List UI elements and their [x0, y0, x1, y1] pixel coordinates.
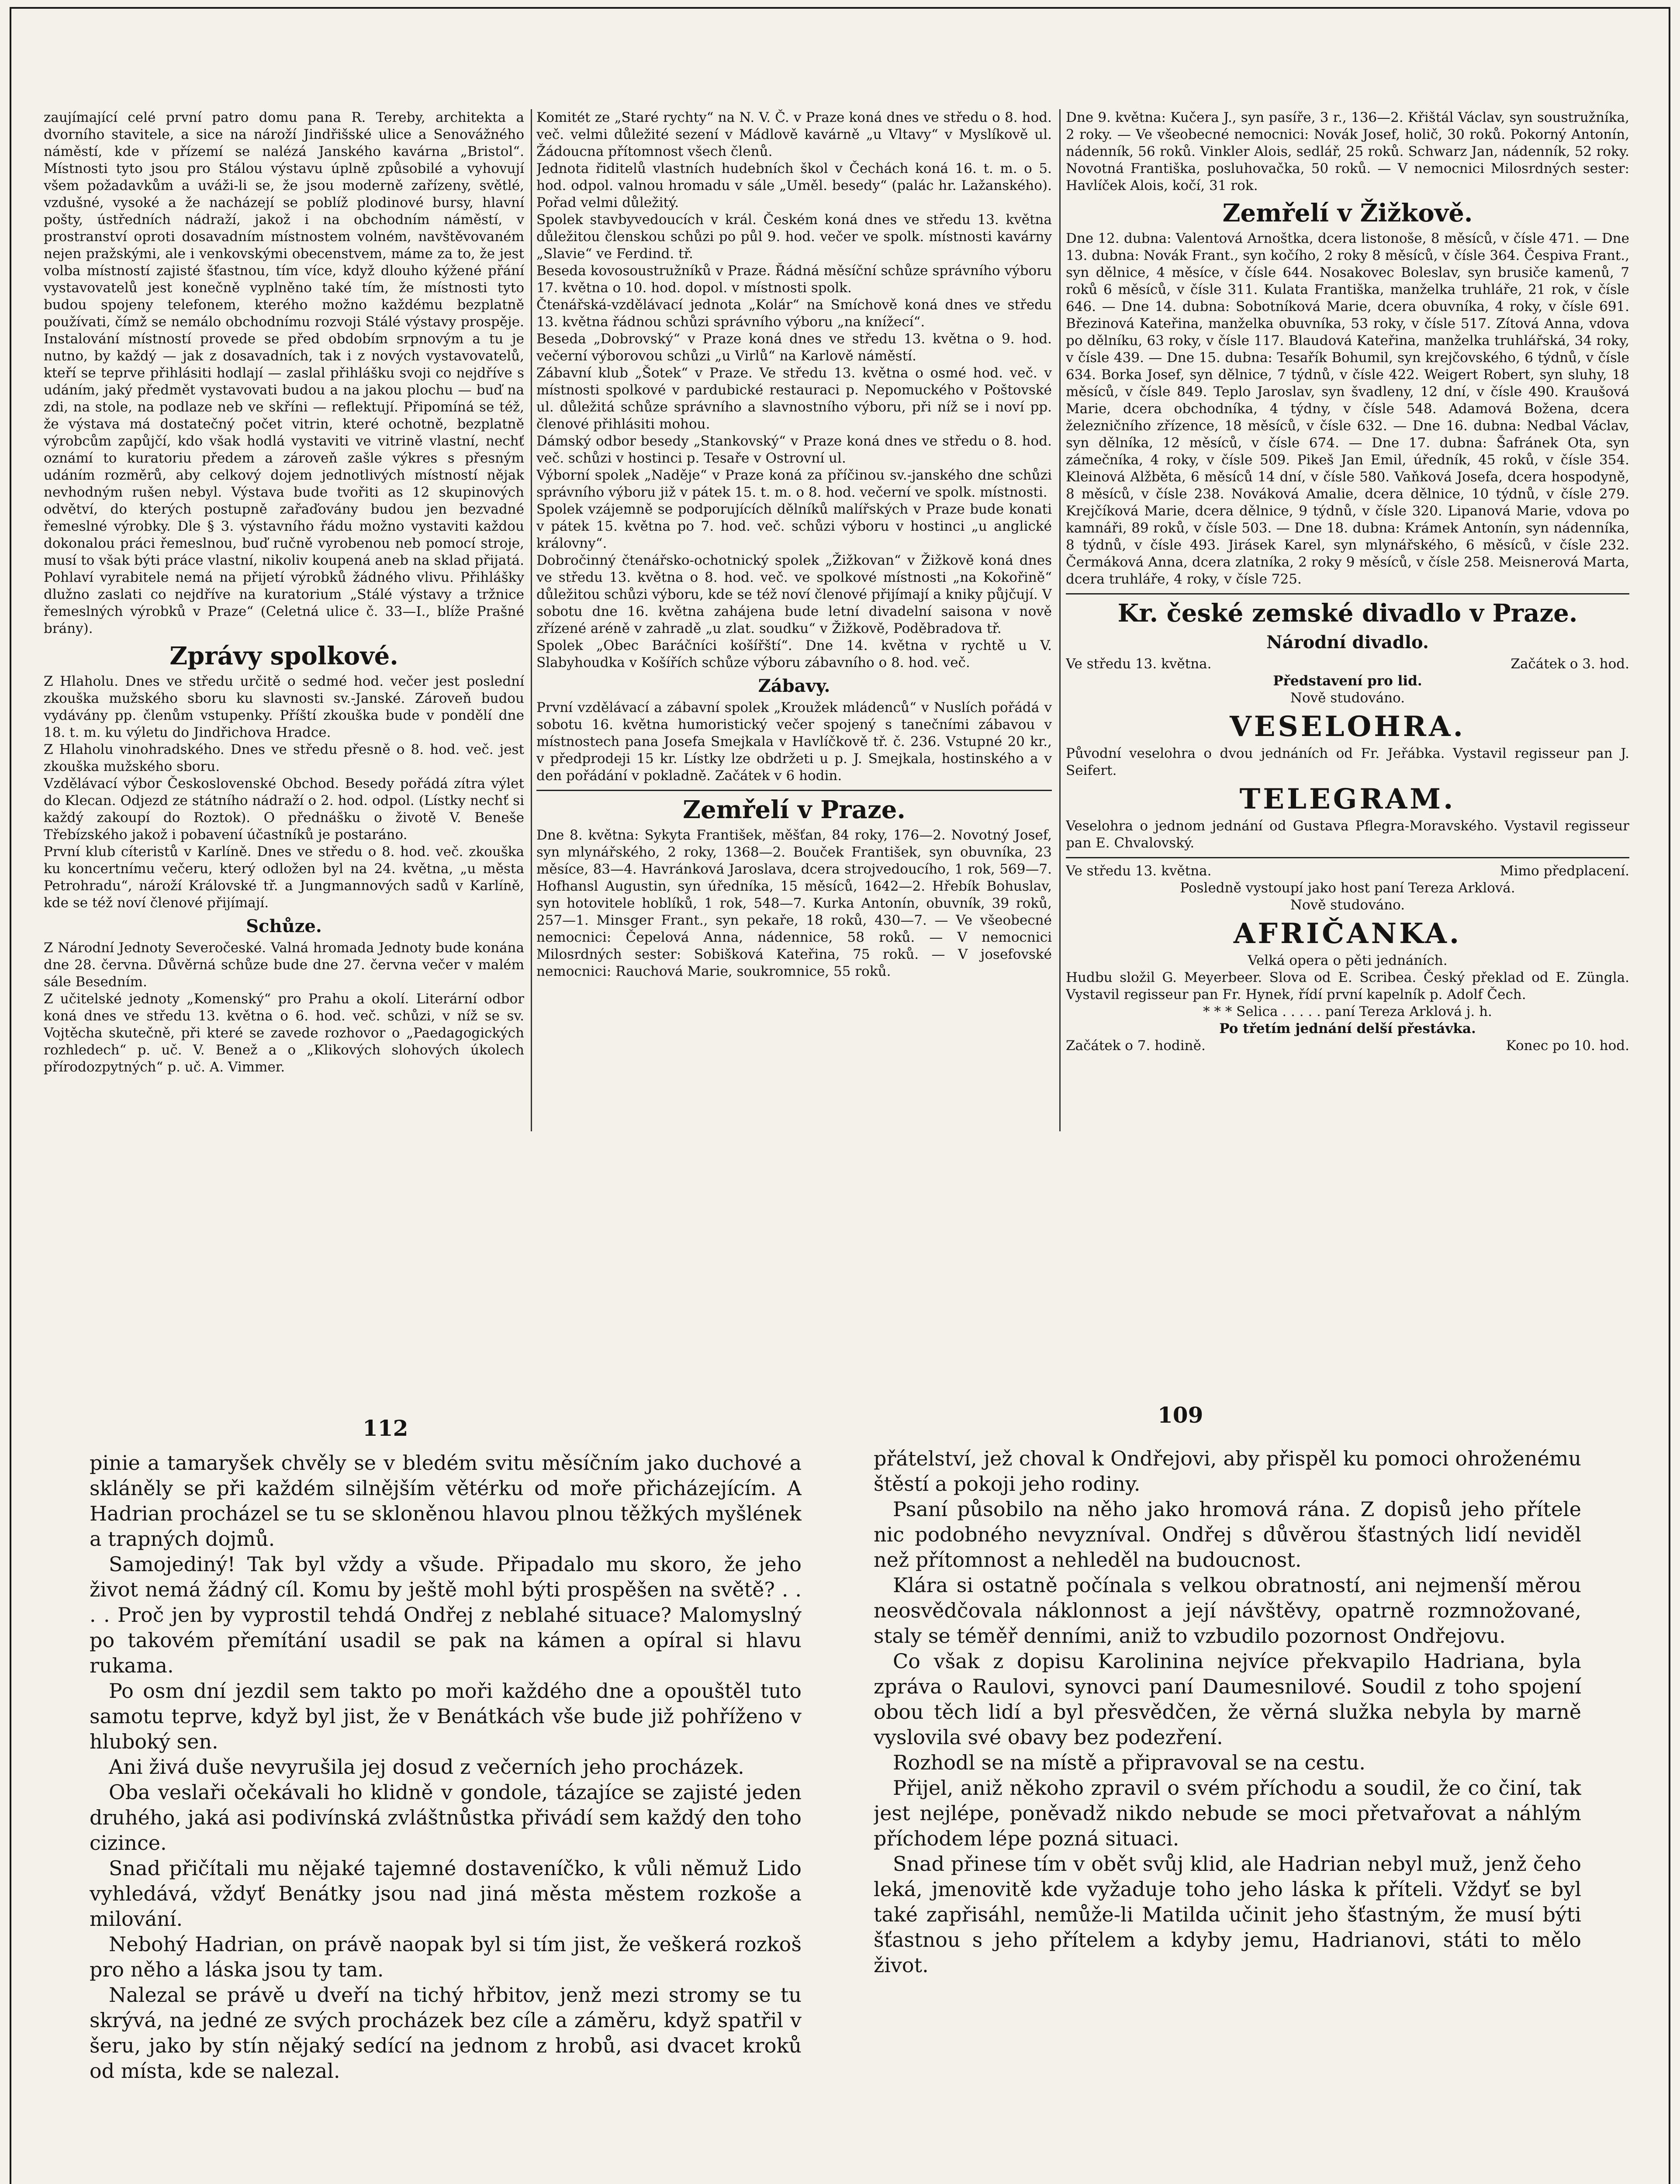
meeting-notice: Z učitelské jednoty „Komenský“ pro Prahu a okolí. Literární odbor koná dnes ve středu 13. května o 6. hod. več. schůzi, v níž se sv. Vojtěcha skutečně, při které se zavede rozhovor o „Paedagogických rozhledech“ p. uč. V. Benež a o „Klikových slohových úkolech přírodozpytných“ p. uč. A. Vimmer. [44, 991, 524, 1075]
novel-paragraph: Snad přinese tím v obět svůj klid, ale Hadrian nebyl muž, jenž čeho leká, jmenovitě kde vyžaduje toho jeho láska k příteli. Vždyť se byl také zapřisáhl, nemůže-li Matilda učinit jeho šťastným, že musí býti šťastnou s jeho přítelem a kdyby jemu, Hadrianovi, státi to mělo život. [874, 1852, 1581, 1977]
club-notice: Komitét ze „Staré rychty“ na N. V. Č. v Praze koná dnes ve středu o 8. hod. več. velmi důležité sezení v Mádlově kavárně „u Vltavy“ v Myslíkově ul. Žádoucna přítomnost všech členů. [536, 110, 1052, 159]
program-note: Představení pro lid. [1273, 673, 1422, 689]
play-description: Veselohra o jednom jednání od Gustava Pflegra-Moravského. Vystavil regisseur pan E. Chvalovský. [1066, 818, 1629, 851]
novel-paragraph: Nebohý Hadrian, on právě naopak byl si tím jist, že veškerá rozkoš pro něho a láska jsou ty tam. [90, 1932, 802, 1981]
program-date: Ve středu 13. května. [1066, 863, 1212, 879]
club-notice: Z Hlaholu. Dnes ve středu určitě o sedmé hod. večer jest poslední zkouška mužského sboru ku slavnosti sv.-Janské. Zároveň budou vydávány pp. členům vstupenky. Příští zkouška bude v pondělí dne 18. t. m. ku výletu do Jindřichova Hradce. [44, 674, 524, 740]
theatre-title: Kr. české zemské divadlo v Praze. [1117, 599, 1578, 628]
program-end: Konec po 10. hod. [1506, 1038, 1629, 1054]
club-notice: Beseda kovosoustružníků v Praze. Řádná měsíční schůze správního výboru 17. května o 10. hod. dopol. v místnosti spolk. [536, 263, 1052, 296]
novel-paragraph: Klára si ostatně počínala s velkou obratností, ani nejmenší měrou neosvědčovala náklonnost a její návštěvy, opatrně rozmnožované, staly se téměř denními, aniž to vzbudilo pozornost Ondřejovu. [874, 1573, 1581, 1648]
exhibition-article: zaujímající celé první patro domu pana R. Tereby, architekta a dvorního stavitele, a sice na nároží Jindřišské ulice a Senovážného náměstí, kde v přízemí se nalézá Janského kavárna „Bristol“. Místnosti tyto jsou pro Stálou výstavu úplně způsobilé a vyhovují všem požadavkům a uváži-li se, že jsou moderně zařízeny, světlé, vzdušné, vysoké a že nacházejí se poblíž plodinové bursy, hlavní pošty, ústředních nádraží, jakož i na obchodním náměstí, v prostranství oproti dosavadním místnostem volném, navštěvovaném nejen pražskými, ale i venkovskými obecenstvem, máme za to, že jest volba místností zajisté šťastnou, tím více, když dlouho kýžené přání vystavovatelů jest konečně vyplněno také tím, že místnosti tyto budou spojeny telefonem, kterého možno každému bezplatně používati, čímž se nemálo obchodnímu rozvoji Stálé výstavy prospěje. Instalování místností provede se před obdobím srpnovým a tu je nutno, by každý — jak z dosavadních, tak i z nových vystavovatelů, kteří se teprve přihlásiti hodlají — zaslal přihlášku svoji co nejdříve s udáním, jaký předmět vystavovati budou a na jakou plochu — buď na zdi, na stole, na podlaze neb ve skříni — reflektují. Připomíná se též, že výstava má dostatečný počet vitrin, které ochotně, bezplatně výrobcům zapůjčí, kdo však hodlá vystaviti ve vitrině vlastní, nechť oznámí to kuratoriu předem a zároveň zašle výkres s přesným udáním rozměrů, aby celkový dojem jednotlivých místností nějak nevhodným rušen nebyl. Výstava bude tvořiti as 12 skupinových odvětví, do kterých postupně zařaďovány budou jen bezvadné řemeslné výrobky. Dle § 3. výstavního řádu možno vystaviti každou dokonalou práci řemeslnou, buď ručně vyrobenou neb pomocí stroje, musí to však býti práce vlastní, nikoliv koupená aneb na sklad přijatá. Pohlaví vyrabitele nemá na přijetí výrobků žádného vlivu. Přihlášky dlužno zaslati co nejdříve na kuratorium „Stálé výstavy a tržnice řemeslných výrobků v Praze“ (Celetná ulice č. 33—I., blíže Prašné brány). [44, 110, 524, 636]
page-number-left: 112 [363, 1415, 408, 1441]
play-title: TELEGRAM. [1239, 783, 1456, 816]
novel-paragraph: Snad přičítali mu nějaké tajemné dostaveníčko, k vůli němuž Lido vyhledává, vždyť Benátky jsou nad jiná města městem rozkoše a milování. [90, 1856, 802, 1931]
program-note: Po třetím jednání delší přestávka. [1219, 1021, 1476, 1037]
divider [536, 790, 1052, 791]
program-row [1066, 656, 1629, 673]
novel-paragraph: Oba veslaři očekávali ho klidně v gondole, tázajíce se zajisté jeden druhého, jaká asi podivínská zvláštnůstka přivádí sem každý den toho cizince. [90, 1780, 802, 1855]
novel-paragraph: Samojediný! Tak byl vždy a všude. Připadalo mu skoro, že jeho život nemá žádný cíl. Komu by ještě mohl býti prospěšen na světě? . . . . Proč jen by vyprostil tehdá Ondřej z neblahé situace? Malomyslný po takovém přemítání usadil se pak na kámen a opíral si hlavu rukama. [90, 1552, 802, 1677]
novel-paragraph: Rozhodl se na místě a připravoval se na cestu. [893, 1751, 1365, 1774]
novel-paragraph: Přijel, aniž někoho zpravil o svém příchodu a soudil, že co činí, tak jest nejlépe, poněvadž nikdo nebude se moci přetvařovat a náhlým příchodem lépe pozná situaci. [874, 1776, 1581, 1850]
program-note: Posledně vystoupí jako host paní Tereza Arklová. [1180, 880, 1515, 896]
club-notice: Z Hlaholu vinohradského. Dnes ve středu přesně o 8. hod. več. jest zkouška mužského sboru. [44, 742, 524, 774]
novel-paragraph: pinie a tamaryšek chvěly se v bledém svitu měsíčním jako duchové a skláněly se při každém silnějším větérku od moře přicházejícím. A Hadrian procházel se tu se skloněnou hlavou plnou těžkých myšlének a trapných dojmů. [90, 1451, 802, 1551]
section-heading-deaths-prague: Zemřelí v Praze. [683, 795, 906, 824]
club-notice: Spolek vzájemně se podporujících dělníků malířských v Praze bude konati v pátek 15. května po 7. hod. več. schůzi výboru v hostinci „u anglické královny“. [536, 501, 1052, 551]
deaths-list: Dne 12. dubna: Valentová Arnoštka, dcera listonoše, 8 měsíců, v čísle 471. — Dne 13. dubna: Novák Frant., syn kočího, 2 roky 8 měsíců, v čísle 364. Čespiva Frant., syn dělnice, 4 měsíce, v čísle 644. Nosakovec Boleslav, syn brusiče kamenů, 7 roků 6 měsíců, v čísle 311. Kulata Františka, manželka truhláře, 21 rok, v čísle 646. — Dne 14. dubna: Sobotníková Marie, dcera obuvníka, 4 roky, v čísle 691. Březinová Kateřina, manželka obuvníka, 53 roky, v čísle 517. Zítová Anna, vdova po dělníku, 63 roky, v čísle 117. Blaudová Kateřina, manželka truhlářská, 34 roky, v čísle 439. — Dne 15. dubna: Tesařík Bohumil, syn krejčovského, 6 týdnů, v čísle 634. Borka Josef, syn dělnice, 7 týdnů, v čísle 422. Weigert Robert, syn sluhy, 18 měsíců, v čísle 849. Teplo Jaroslav, syn švadleny, 12 dní, v čísle 490. Kraušová Marie, dcera obchodníka, 4 týdny, v čísle 548. Adamová Božena, dcera železničního zřízence, 18 měsíců, v čísle 632. — Dne 16. dubna: Nedbal Václav, syn dělníka, 12 měsíců, v čísle 674. — Dne 17. dubna: Šafránek Ota, syn zámečníka, 4 roky, v čísle 509. Pikeš Jan Emil, úředník, 45 roků, v čísle 354. Kleinová Alžběta, 6 měsíců 14 dní, v čísle 580. Vaňková Josefa, dcera hospodyně, 8 měsíců, v čísle 238. Nováková Amalie, dcera dělnice, 10 týdnů, v čísle 279. Krejčíková Marie, dcera dělnice, 9 týdnů, v čísle 320. Lipanová Marie, vdova po kamnáři, 89 roků, v čísle 503. — Dne 18. dubna: Krámek Antonín, syn nádenníka, 8 týdnů, v čísle 493. Jirásek Karel, syn mlynářského, 6 měsíců, v čísle 232. Čermáková Anna, dcera zlatníka, 2 roky 9 měsíců, v čísle 258. Meisnerová Marta, dcera truhláře, 4 roky, v čísle 725. [1066, 231, 1629, 587]
novel-paragraph: Po osm dní jezdil sem takto po moři každého dne a opouštěl tuto samotu teprve, když byl jist, že v Benátkách vše bude již pohříženo v hluboký sen. [90, 1679, 802, 1753]
section-heading-deaths-zizkov: Zemřelí v Žižkově. [1222, 199, 1473, 228]
deaths-list: Dne 9. května: Kučera J., syn pasíře, 3 r., 136—2. Křištál Václav, syn soustružníka, 2 roky. — Ve všeobecné nemocnici: Novák Josef, holič, 30 roků. Pokorný Antonín, nádenník, 56 roků. Vinkler Alois, sedlář, 25 roků. Schwarz Jan, nádenník, 52 roky. Novotná Františka, posluhovačka, 50 roků. — V nemocnici Milosrdných sester: Havlíček Alois, kočí, 31 rok. [1066, 110, 1629, 194]
club-notice: Výborní spolek „Naděje“ v Praze koná za příčinou sv.-janského dne schůzi správního výboru již v pátek 15. t. m. o 8. hod. večerní ve spolk. místnosti. [536, 467, 1052, 500]
novel-page-left [90, 1450, 802, 2140]
club-notice: Zábavní klub „Šotek“ v Praze. Ve středu 13. května o osmé hod. več. v místnosti spolkové v pardubické restauraci p. Nepomuckého v Poštovské ul. důležitá schůze správního a slavnostního výboru, při níž se i noví pp. členové přihlásiti mohou. [536, 365, 1052, 432]
divider [1066, 857, 1629, 858]
play-cast: * * * Selica . . . . . paní Tereza Arklová j. h. [1203, 1004, 1492, 1019]
entertainment-notice: První vzdělávací a zábavní spolek „Kroužek mládenců“ v Nuslích pořádá v sobotu 16. května humoristický večer spojený s tanečními zábavou v místnostech pana Josefa Smejkala v Havlíčkově tř. č. 236. Vstupné 20 kr., v předprodeji 15 kr. Lístky lze obdržeti u p. J. Smejkala, hostinského a v den pořádání v pokladně. Začátek v 6 hodin. [536, 700, 1052, 784]
deaths-list: Dne 8. května: Sykyta František, měšťan, 84 roky, 176—2. Novotný Josef, syn mlynářského, 2 roky, 1368—2. Bouček František, syn obuvníka, 23 měsíce, 83—4. Havránková Jaroslava, dcera strojvedoucího, 1 rok, 569—7. Hofhansl Augustin, syn úředníka, 15 měsíců, 1642—2. Hřebík Bohuslav, syn hotovitele hoblíků, 1 rok, 548—7. Kurka Antonín, obuvník, 39 roků, 257—1. Minsger Frant., syn pekaře, 18 roků, 430—7. — Ve všeobecné nemocnici: Čepelová Anna, nádennice, 58 roků. — V nemocnici Milosrdných sester: Sobišková Kateřina, 75 roků. — V josefovské nemocnici: Rauchová Marie, soukromnice, 55 roků. [536, 827, 1052, 979]
meeting-notice: Z Národní Jednoty Severočeské. Valná hromada Jednoty bude konána dne 28. června. Důvěrná schůze bude dne 27. června večer v malém sále Besedním. [44, 940, 524, 990]
club-notice: Dobročinný čtenářsko-ochotnický spolek „Žižkovan“ v Žižkově koná dnes ve středu 13. května o 8. hod. več. ve spolkové místnosti „na Kokořině“ důležitou schůzi výboru, kde se též noví členové přijímají a kniky půjčují. V sobotu dne 16. května zahájena bude letní divadelní saisona v nově zřízené aréně v zahradě „u zlat. soudku“ v Žižkově, Poděbradova tř. [536, 553, 1052, 636]
novel-page-right [874, 1446, 1581, 2136]
page-number-right: 109 [1158, 1402, 1203, 1428]
novel-paragraph: Nalezal se právě u dveří na tichý hřbitov, jenž mezi stromy se tu skrývá, na jedné ze svých procházek bez cíle a záměru, když spatřil v šeru, jako by stín nějaký sedící na jednom z hrobů, asi dvacet kroků od místa, kde se nalezal. [90, 1983, 802, 2083]
program-row [1066, 863, 1629, 880]
newspaper-column-1 [44, 109, 524, 1131]
club-notice: Spolek stavbyvedoucích v král. Českém koná dnes ve středu 13. května důležitou členskou schůzi po půl 9. hod. večer ve spolk. místnosti kavárny „Slavie“ ve Ferdind. tř. [536, 212, 1052, 262]
play-title: VESELOHRA. [1230, 710, 1466, 743]
play-description: Hudbu složil G. Meyerbeer. Slova od E. Scribea. Český překlad od E. Züngla. Vystavil regisseur pan Fr. Hynek, řídí první kapelník p. Adolf Čech. [1066, 970, 1629, 1002]
club-notice: První klub cíteristů v Karlíně. Dnes ve středu o 8. hod. več. zkouška ku koncertnímu večeru, který odložen byl na 24. května, „u města Petrohradu“, nároží Královské tř. a Jungmannových sadů v Karlíně, kde se též noví členové přijímají. [44, 844, 524, 911]
program-note: Nově studováno. [1290, 897, 1405, 913]
play-description: Původní veselohra o dvou jednáních od Fr. Jeřábka. Vystavil regisseur pan J. Seifert. [1066, 746, 1629, 778]
club-notice: Spolek „Obec Baráčníci košířští“. Dne 14. května v rychtě u V. Slabyhoudka v Košířích schůze výboru zábavního o 8. hod. več. [536, 638, 1052, 670]
novel-paragraph: přátelství, jež choval k Ondřejovi, aby přispěl ku pomoci ohroženému štěstí a pokoji jeho rodiny. [874, 1447, 1581, 1496]
newspaper-column-3 [1066, 109, 1629, 1131]
section-heading-entertainment: Zábavy. [758, 676, 830, 696]
club-notice: Vzdělávací výbor Československé Obchod. Besedy pořádá zítra výlet do Klecan. Odjezd ze státního nádraží o 2. hod. odpol. (Lístky nechť si každý zakoupí do Roztok). O přednášku o životě V. Beneše Třebízského jakož i pobavení účastníků je postaráno. [44, 776, 524, 843]
program-start: Začátek o 7. hodině. [1066, 1038, 1206, 1054]
divider [1066, 593, 1629, 594]
theatre-subtitle: Národní divadlo. [1266, 632, 1429, 653]
club-notice: Dámský odbor besedy „Stankovský“ v Praze koná dnes ve středu o 8. hod. več. schůzi v hostinci p. Tesaře v Ostrovní ul. [536, 433, 1052, 466]
section-heading-club-news: Zprávy spolkové. [169, 642, 398, 670]
newspaper-column-2 [536, 109, 1052, 1131]
club-notice: Beseda „Dobrovský“ v Praze koná dnes ve středu 13. května o 9. hod. večerní výborovou schůzi „u Virlů“ na Karlově náměstí. [536, 331, 1052, 364]
novel-paragraph: Ani živá duše nevyrušila jej dosud z večerních jeho procházek. [109, 1755, 744, 1779]
play-description: Velká opera o pěti jednáních. [1248, 953, 1448, 968]
program-note: Nově studováno. [1290, 690, 1405, 706]
play-title: AFRIČANKA. [1233, 917, 1462, 950]
program-date: Ve středu 13. května. [1066, 656, 1212, 672]
program-note: Mimo předplacení. [1500, 863, 1629, 879]
novel-paragraph: Psaní působilo na něho jako hromová rána. Z dopisů jeho přítele nic podobného nevyzníval. Ondřej s důvěrou šťastných lidí neviděl než přítomnost a nehleděl na budoucnost. [874, 1497, 1581, 1572]
club-notice: Jednota řiditelů vlastních hudebních škol v Čechách koná 16. t. m. o 5. hod. odpol. valnou hromadu v sále „Uměl. besedy“ (palác hr. Lažanského). Pořad velmi důležitý. [536, 161, 1052, 211]
novel-paragraph: Co však z dopisu Karolinina nejvíce překvapilo Hadriana, byla zpráva o Raulovi, synovci paní Daumesnilové. Soudil z toho spojení obou těch lidí a byl přesvědčen, že věrná služka nebyla by marně vyslovila své obavy bez podezření. [874, 1649, 1581, 1749]
column-rule [531, 109, 532, 1131]
program-row [1066, 1037, 1629, 1054]
program-start: Začátek o 3. hod. [1511, 656, 1629, 672]
column-rule [1059, 109, 1061, 1131]
section-heading-meetings: Schůze. [246, 916, 322, 936]
club-notice: Čtenářská-vzdělávací jednota „Kolár“ na Smíchově koná dnes ve středu 13. května řádnou schůzi správního výboru „na knížecí“. [536, 297, 1052, 330]
